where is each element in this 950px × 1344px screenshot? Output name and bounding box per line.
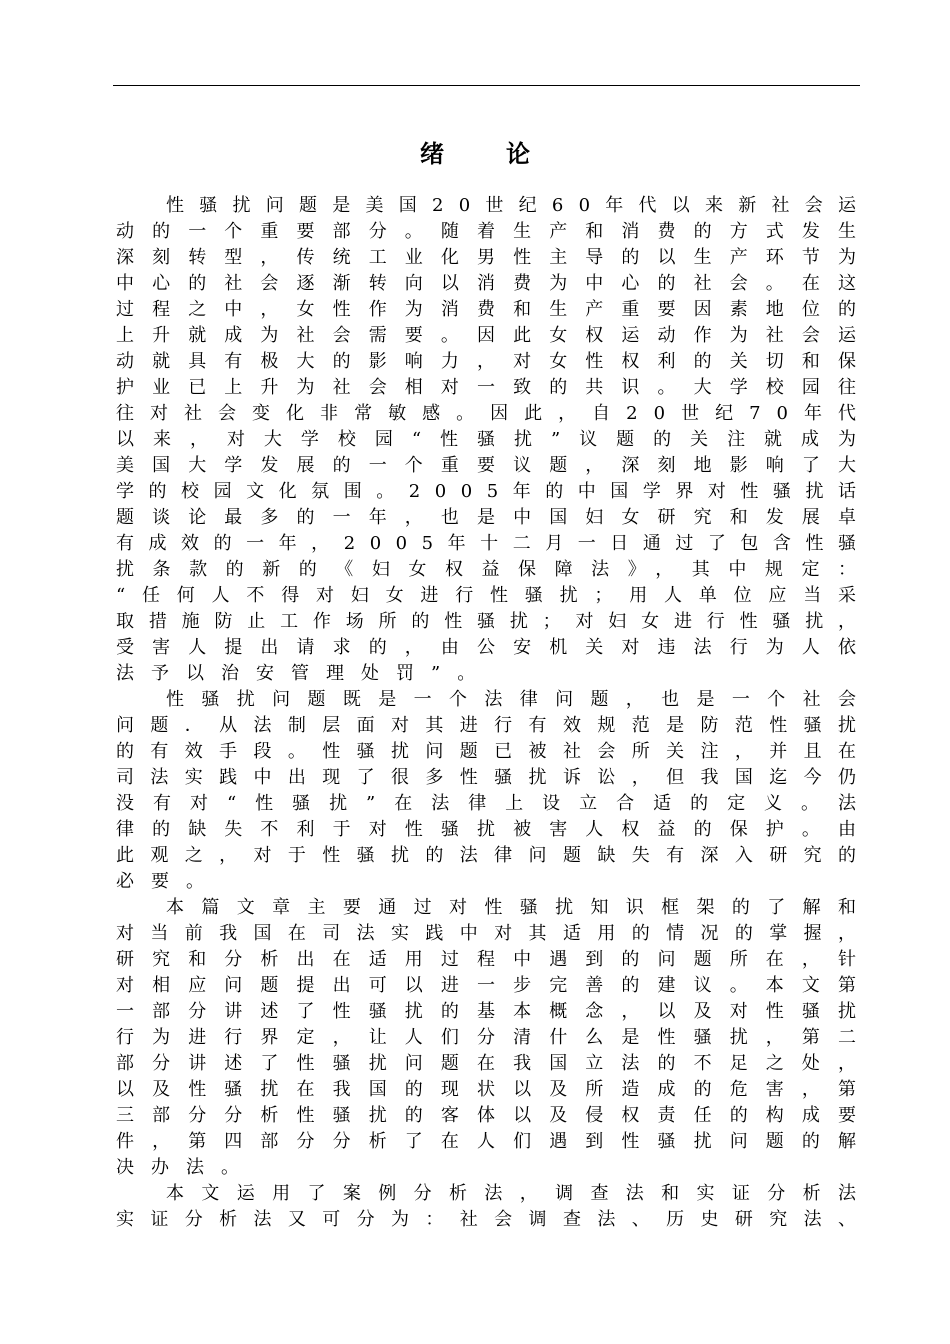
text-line: 动就具有极大的影响力，对女性权利的关切和保 — [116, 351, 875, 372]
text-line: 司法实践中出现了很多性骚扰诉讼，但我国迄今仍 — [116, 767, 873, 788]
text-line: 以来，对大学校园“性骚扰”议题的关注就成为 — [116, 429, 875, 450]
header-rule — [113, 85, 860, 86]
text-line: 扰条款的新的《妇女权益保障法》，其中规定： — [116, 559, 875, 580]
text-line: 取措施防止工作场所的性骚扰；对妇女进行性骚扰， — [116, 611, 871, 632]
text-line: 没有对“性骚扰”在法律上设立合适的定义。法 — [116, 793, 875, 814]
text-line: 过程之中，女性作为消费和生产重要因素地位的 — [116, 299, 875, 320]
body-text — [116, 193, 875, 1233]
text-line: 一部分讲述了性骚扰的基本概念，以及对性骚扰 — [116, 1001, 875, 1022]
text-line: 此观之，对于性骚扰的法律问题缺失有深入研究的 — [116, 845, 873, 866]
text-line: 动的一个重要部分。随着生产和消费的方式发生 — [116, 221, 875, 242]
text-line: 上升就成为社会需要。因此女权运动作为社会运 — [116, 325, 875, 346]
text-line: 决办法。 — [116, 1157, 256, 1178]
text-line: 部分讲述了性骚扰问题在我国立法的不足之处， — [116, 1053, 875, 1074]
text-line: 往对社会变化非常敏感。因此，自20世纪70年代 — [116, 403, 873, 424]
text-line: 三部分分析性骚扰的客体以及侵权责任的构成要 — [116, 1105, 875, 1126]
text-line: 受害人提出请求的，由公安机关对违法行为人依 — [116, 637, 875, 658]
text-line: 深刻转型，传统工业化男性主导的以生产环节为 — [116, 247, 875, 268]
text-line: 件，第四部分分析了在人们遇到性骚扰问题的解 — [116, 1131, 875, 1152]
text-line: 必要。 — [116, 871, 221, 892]
paragraph-first-line: 性骚扰问题是美国20世纪60年代以来新社会运 — [166, 195, 872, 216]
page-title: 绪论 — [420, 139, 592, 168]
text-line: 的有效手段。性骚扰问题已被社会所关注，并且在 — [116, 741, 873, 762]
text-line: 以及性骚扰在我国的现状以及所造成的危害，第 — [116, 1079, 875, 1100]
text-line: 护业已上升为社会相对一致的共识。大学校园往 — [116, 377, 875, 398]
paragraph-first-line: 本文运用了案例分析法，调查法和实证分析法 — [166, 1183, 874, 1204]
text-line: 法予以治安管理处罚”。 — [116, 663, 493, 684]
text-line: 实证分析法又可分为：社会调查法、历史研究法、 — [116, 1209, 873, 1230]
text-line: 问题．从法制层面对其进行有效规范是防范性骚扰 — [116, 715, 873, 736]
text-line: “任何人不得对妇女进行性骚扰；用人单位应当采 — [116, 585, 873, 606]
text-line: 律的缺失不利于对性骚扰被害人权益的保护。由 — [116, 819, 875, 840]
text-line: 对相应问题提出可以进一步完善的建议。本文第 — [116, 975, 875, 996]
text-line: 学的校园文化氛围。2005年的中国学界对性骚扰话 — [116, 481, 871, 502]
text-line: 有成效的一年，2005年十二月一日通过了包含性骚 — [116, 533, 871, 554]
text-line: 题谈论最多的一年，也是中国妇女研究和发展卓 — [116, 507, 875, 528]
text-line: 研究和分析出在适用过程中遇到的问题所在，针 — [116, 949, 875, 970]
paragraph-first-line: 性骚扰问题既是一个法律问题，也是一个社会 — [166, 689, 874, 710]
text-line: 对当前我国在司法实践中对其适用的情况的掌握， — [116, 923, 873, 944]
text-line: 美国大学发展的一个重要议题，深刻地影响了大 — [116, 455, 875, 476]
paragraph-first-line: 本篇文章主要通过对性骚扰知识框架的了解和 — [166, 897, 874, 918]
text-line: 中心的社会逐渐转向以消费为中心的社会。在这 — [116, 273, 875, 294]
text-line: 行为进行界定，让人们分清什么是性骚扰，第二 — [116, 1027, 875, 1048]
